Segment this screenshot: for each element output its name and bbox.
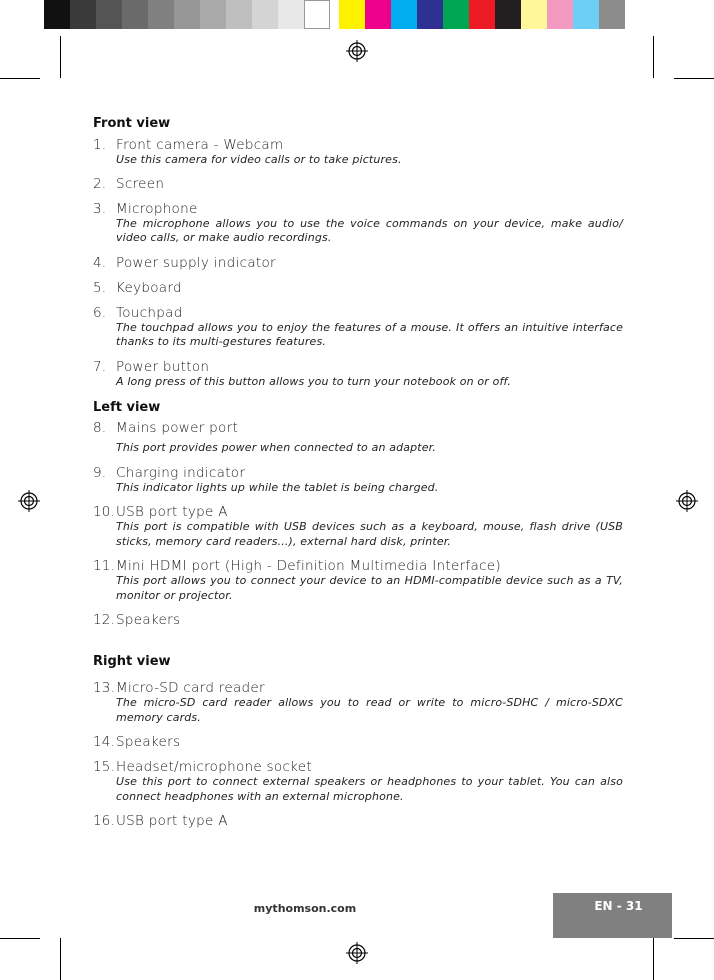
- item-title: USB port type A: [116, 813, 228, 829]
- item-description: This indicator lights up while the tablet is being charged.: [116, 480, 439, 494]
- section-title: Left view: [93, 400, 161, 415]
- item-number: 2.: [93, 175, 107, 192]
- color-swatch: [252, 0, 278, 29]
- section-left-view: [93, 398, 623, 628]
- color-swatch: [44, 0, 70, 29]
- color-swatch: [278, 0, 304, 29]
- list-item: [93, 201, 623, 246]
- color-swatch: [547, 0, 573, 29]
- color-swatch: [391, 0, 417, 29]
- color-swatch: [599, 0, 625, 29]
- crop-mark-top-left-v: [60, 36, 61, 78]
- crop-mark-bottom-left-v: [60, 938, 61, 980]
- list-item: [93, 759, 623, 804]
- item-number: 6.: [93, 304, 107, 321]
- list-item: [93, 504, 623, 549]
- item-title: Microphone: [116, 200, 198, 217]
- item-number: 4.: [93, 254, 107, 271]
- list-item: [93, 558, 623, 603]
- registration-mark-right-icon: [676, 490, 698, 512]
- crop-mark-bottom-right-v: [653, 938, 654, 980]
- section-front-view: [93, 114, 623, 389]
- item-number: 11.: [93, 558, 116, 574]
- footer-website: mythomson.com: [253, 902, 357, 915]
- color-swatch: [122, 0, 148, 29]
- list-item: [93, 420, 623, 456]
- color-swatch: [226, 0, 252, 29]
- item-number: 7.: [93, 358, 107, 375]
- item-number: 14.: [93, 734, 116, 750]
- item-title: Touchpad: [116, 304, 183, 321]
- item-title: Speakers: [116, 734, 181, 750]
- item-description: This port is compatible with USB devices such as a keyboard, mouse, flash drive (USB sticks, memory card readers...), external hard disk, printer.: [116, 520, 623, 548]
- color-calibration-bar: [44, 0, 625, 29]
- list-item: [93, 734, 623, 750]
- registration-mark-bottom-icon: [346, 942, 368, 964]
- item-title: Speakers: [116, 612, 181, 628]
- color-swatch: [339, 0, 365, 29]
- item-number: 1.: [93, 137, 107, 153]
- color-swatch: [417, 0, 443, 29]
- list-item: [93, 176, 623, 192]
- item-title: Front camera - Webcam: [116, 137, 284, 153]
- list-item: [93, 612, 623, 628]
- item-number: 12.: [93, 612, 116, 628]
- color-swatch: [365, 0, 391, 29]
- registration-mark-top-icon: [346, 40, 368, 62]
- item-title: Screen: [116, 175, 165, 192]
- swatch-gap: [330, 0, 339, 29]
- registration-mark-left-icon: [18, 490, 40, 512]
- crop-mark-top-left-h: [0, 78, 40, 79]
- color-swatch: [96, 0, 122, 29]
- list-item: [93, 813, 623, 829]
- item-title: Micro-SD card reader: [116, 680, 265, 696]
- document-body: [93, 114, 623, 829]
- section-title: Right view: [93, 654, 171, 669]
- item-title: Power button: [116, 358, 210, 375]
- list-item: [93, 305, 623, 350]
- item-title: Charging indicator: [116, 464, 246, 481]
- item-description: Use this camera for video calls or to take pictures.: [116, 153, 402, 166]
- color-swatch: [443, 0, 469, 29]
- item-title: Power supply indicator: [116, 254, 276, 271]
- color-swatch: [573, 0, 599, 29]
- item-number: 8.: [93, 420, 107, 436]
- item-description: The touchpad allows you to enjoy the features of a mouse. It offers an intuitive interface thanks to its multi-gestures features.: [116, 320, 623, 348]
- item-description: A long press of this button allows you to turn your notebook on or off.: [116, 374, 511, 388]
- section-right-view: [93, 652, 623, 829]
- crop-mark-top-right-v: [653, 36, 654, 78]
- page-number-badge: EN - 31: [553, 893, 672, 938]
- item-number: 16.: [93, 813, 116, 829]
- item-title: USB port type A: [116, 504, 228, 520]
- color-swatch: [521, 0, 547, 29]
- section-title: Front view: [93, 116, 171, 131]
- crop-mark-bottom-left-h: [0, 938, 40, 939]
- color-swatch: [495, 0, 521, 29]
- list-item: [93, 255, 623, 271]
- item-title: Mains power port: [116, 420, 239, 436]
- crop-mark-bottom-right-h: [674, 938, 714, 939]
- item-description: The micro-SD card reader allows you to read or write to micro-SDHC / micro-SDXC memory cards.: [116, 696, 623, 724]
- item-description: This port allows you to connect your device to an HDMI-compatible device such as a TV, monitor or projector.: [116, 574, 623, 602]
- item-description: This port provides power when connected to an adapter.: [116, 441, 436, 454]
- color-swatch: [174, 0, 200, 29]
- item-number: 3.: [93, 200, 107, 217]
- color-swatch: [469, 0, 495, 29]
- color-swatch: [200, 0, 226, 29]
- item-number: 10.: [93, 504, 116, 520]
- list-item: [93, 680, 623, 725]
- color-swatch: [70, 0, 96, 29]
- color-swatch: [304, 0, 330, 29]
- item-number: 5.: [93, 279, 107, 296]
- item-number: 9.: [93, 464, 107, 481]
- item-title: Mini HDMI port (High - Definition Multimedia Interface): [116, 558, 501, 574]
- item-number: 15.: [93, 759, 116, 775]
- item-description: Use this port to connect external speakers or headphones to your tablet. You can also connect headphones with an external microphone.: [116, 775, 623, 803]
- list-item: [93, 465, 623, 496]
- item-title: Headset/microphone socket: [116, 759, 313, 775]
- list-item: [93, 137, 623, 168]
- crop-mark-top-right-h: [674, 78, 714, 79]
- item-title: Keyboard: [116, 279, 182, 296]
- list-item: [93, 280, 623, 296]
- list-item: [93, 359, 623, 390]
- item-description: The microphone allows you to use the voice commands on your device, make audio/ video calls, or make audio recordings.: [116, 216, 623, 244]
- item-number: 13.: [93, 680, 116, 696]
- color-swatch: [148, 0, 174, 29]
